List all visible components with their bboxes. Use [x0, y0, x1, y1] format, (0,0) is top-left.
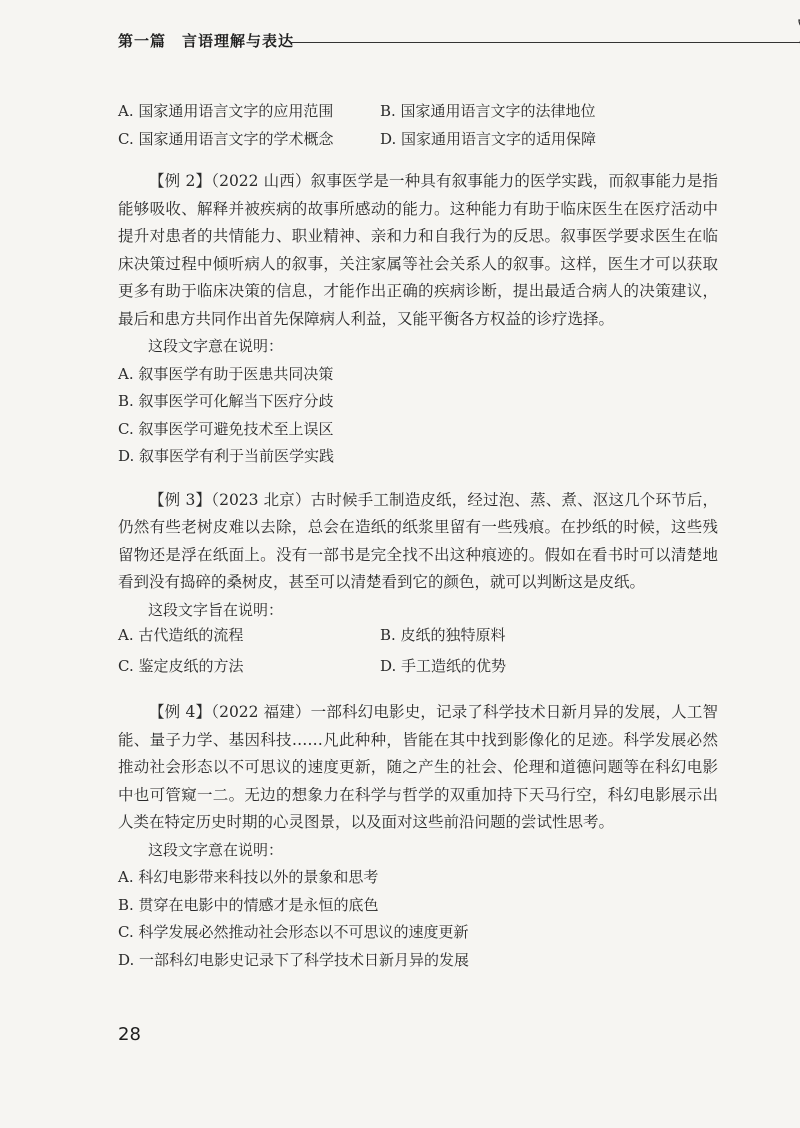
- option-b: B. 叙事医学可化解当下医疗分歧: [118, 392, 334, 410]
- option-b: B. 国家通用语言文字的法律地位: [380, 102, 596, 120]
- example-3-question: 这段文字旨在说明：: [148, 600, 284, 619]
- example-2-text: 叙事医学是一种具有叙事能力的医学实践，而叙事能力是指能够吸收、解释并被疾病的故事所感动的能力。这种能力有助于临床医生在医疗活动中提升对患者的共情能力、职业精神、亲和力和自我行为的反思。叙事医学要求医生在临床决策过程中倾听病人的叙事，关注家属等社会关系人的叙事。这样，医生才可以获取更多有助于临床决策的信息，才能作出正确的疾病诊断，提出最适合病人的决策建议，最后和患方共同作出首先保障病人利益，又能平衡各方权益的诊疗选择。: [118, 172, 718, 328]
- header-chapter-title: 言语理解与表达: [182, 32, 295, 50]
- example-2-source: （2022 山西）: [211, 172, 311, 190]
- header-rule: [290, 42, 800, 43]
- example-4-source: （2022 福建）: [211, 703, 311, 721]
- option-d: D. 一部科幻电影史记录下了科学技术日新月异的发展: [118, 950, 470, 969]
- option-a: A. 科幻电影带来科技以外的景象和思考: [118, 868, 379, 886]
- example-4-text: 一部科幻电影史，记录了科学技术日新月异的发展，人工智能、量子力学、基因科技……凡此种种，皆能在其中找到影像化的足迹。科学发展必然推动社会形态以不可思议的速度更新，随之产生的社会、伦理和道德问题等在科幻电影中也可管窥一二。无边的想象力在科学与哲学的双重加持下天马行空，科幻电影展示出人类在特定历史时期的心灵图景，以及面对这些前沿问题的尝试性思考。: [118, 703, 718, 831]
- option-d: D. 国家通用语言文字的适用保障: [380, 130, 597, 148]
- option-b: B. 皮纸的独特原料: [380, 626, 506, 644]
- example-3-source: （2023 北京）: [211, 490, 311, 509]
- page-content: [118, 100, 718, 974]
- option-a: A. 国家通用语言文字的应用范围: [118, 102, 334, 120]
- example-2-tag: 【例 2】: [149, 172, 212, 190]
- example-4-paragraph: [118, 699, 718, 837]
- option-c: C. 鉴定皮纸的方法: [118, 657, 244, 675]
- example-2-question: 这段文字意在说明：: [148, 337, 284, 355]
- header-part-label: 第一篇: [118, 32, 167, 50]
- option-b: B. 贯穿在电影中的情感才是永恒的底色: [118, 895, 379, 914]
- example-4-question: 这段文字意在说明：: [148, 840, 284, 859]
- example-3-paragraph: [118, 487, 718, 597]
- page-number: 28: [118, 1024, 141, 1045]
- example-4-options: [118, 864, 718, 974]
- option-c: C. 科学发展必然推动社会形态以不可思议的速度更新: [118, 923, 469, 941]
- option-d: D. 叙事医学有利于当前医学实践: [118, 447, 335, 465]
- example-3-tag: 【例 3】: [149, 490, 212, 509]
- example-2-options: [118, 361, 718, 471]
- example-4-tag: 【例 4】: [149, 703, 212, 721]
- option-a: A. 古代造纸的流程: [118, 626, 244, 644]
- prev-question-options: [118, 100, 718, 150]
- option-c: C. 国家通用语言文字的学术概念: [118, 130, 334, 148]
- example-3-options: [118, 624, 718, 677]
- example-3-text: 古时候手工制造皮纸，经过泡、蒸、煮、沤这几个环节后，仍然有些老树皮难以去除，总会在造纸的纸浆里留有一些残痕。在抄纸的时候，这些残留物还是浮在纸面上。没有一部书是完全找不出这种痕迹的。假如在看书时可以清楚地看到没有捣碎的桑树皮，甚至可以清楚看到它的颜色，就可以判断这是皮纸。: [118, 490, 718, 591]
- sprout-icon: [793, 16, 800, 50]
- option-d: D. 手工造纸的优势: [380, 657, 507, 675]
- option-a: A. 叙事医学有助于医患共同决策: [118, 364, 334, 383]
- option-c: C. 叙事医学可避免技术至上误区: [118, 419, 334, 438]
- example-2-paragraph: [118, 168, 718, 333]
- running-header: [118, 28, 718, 54]
